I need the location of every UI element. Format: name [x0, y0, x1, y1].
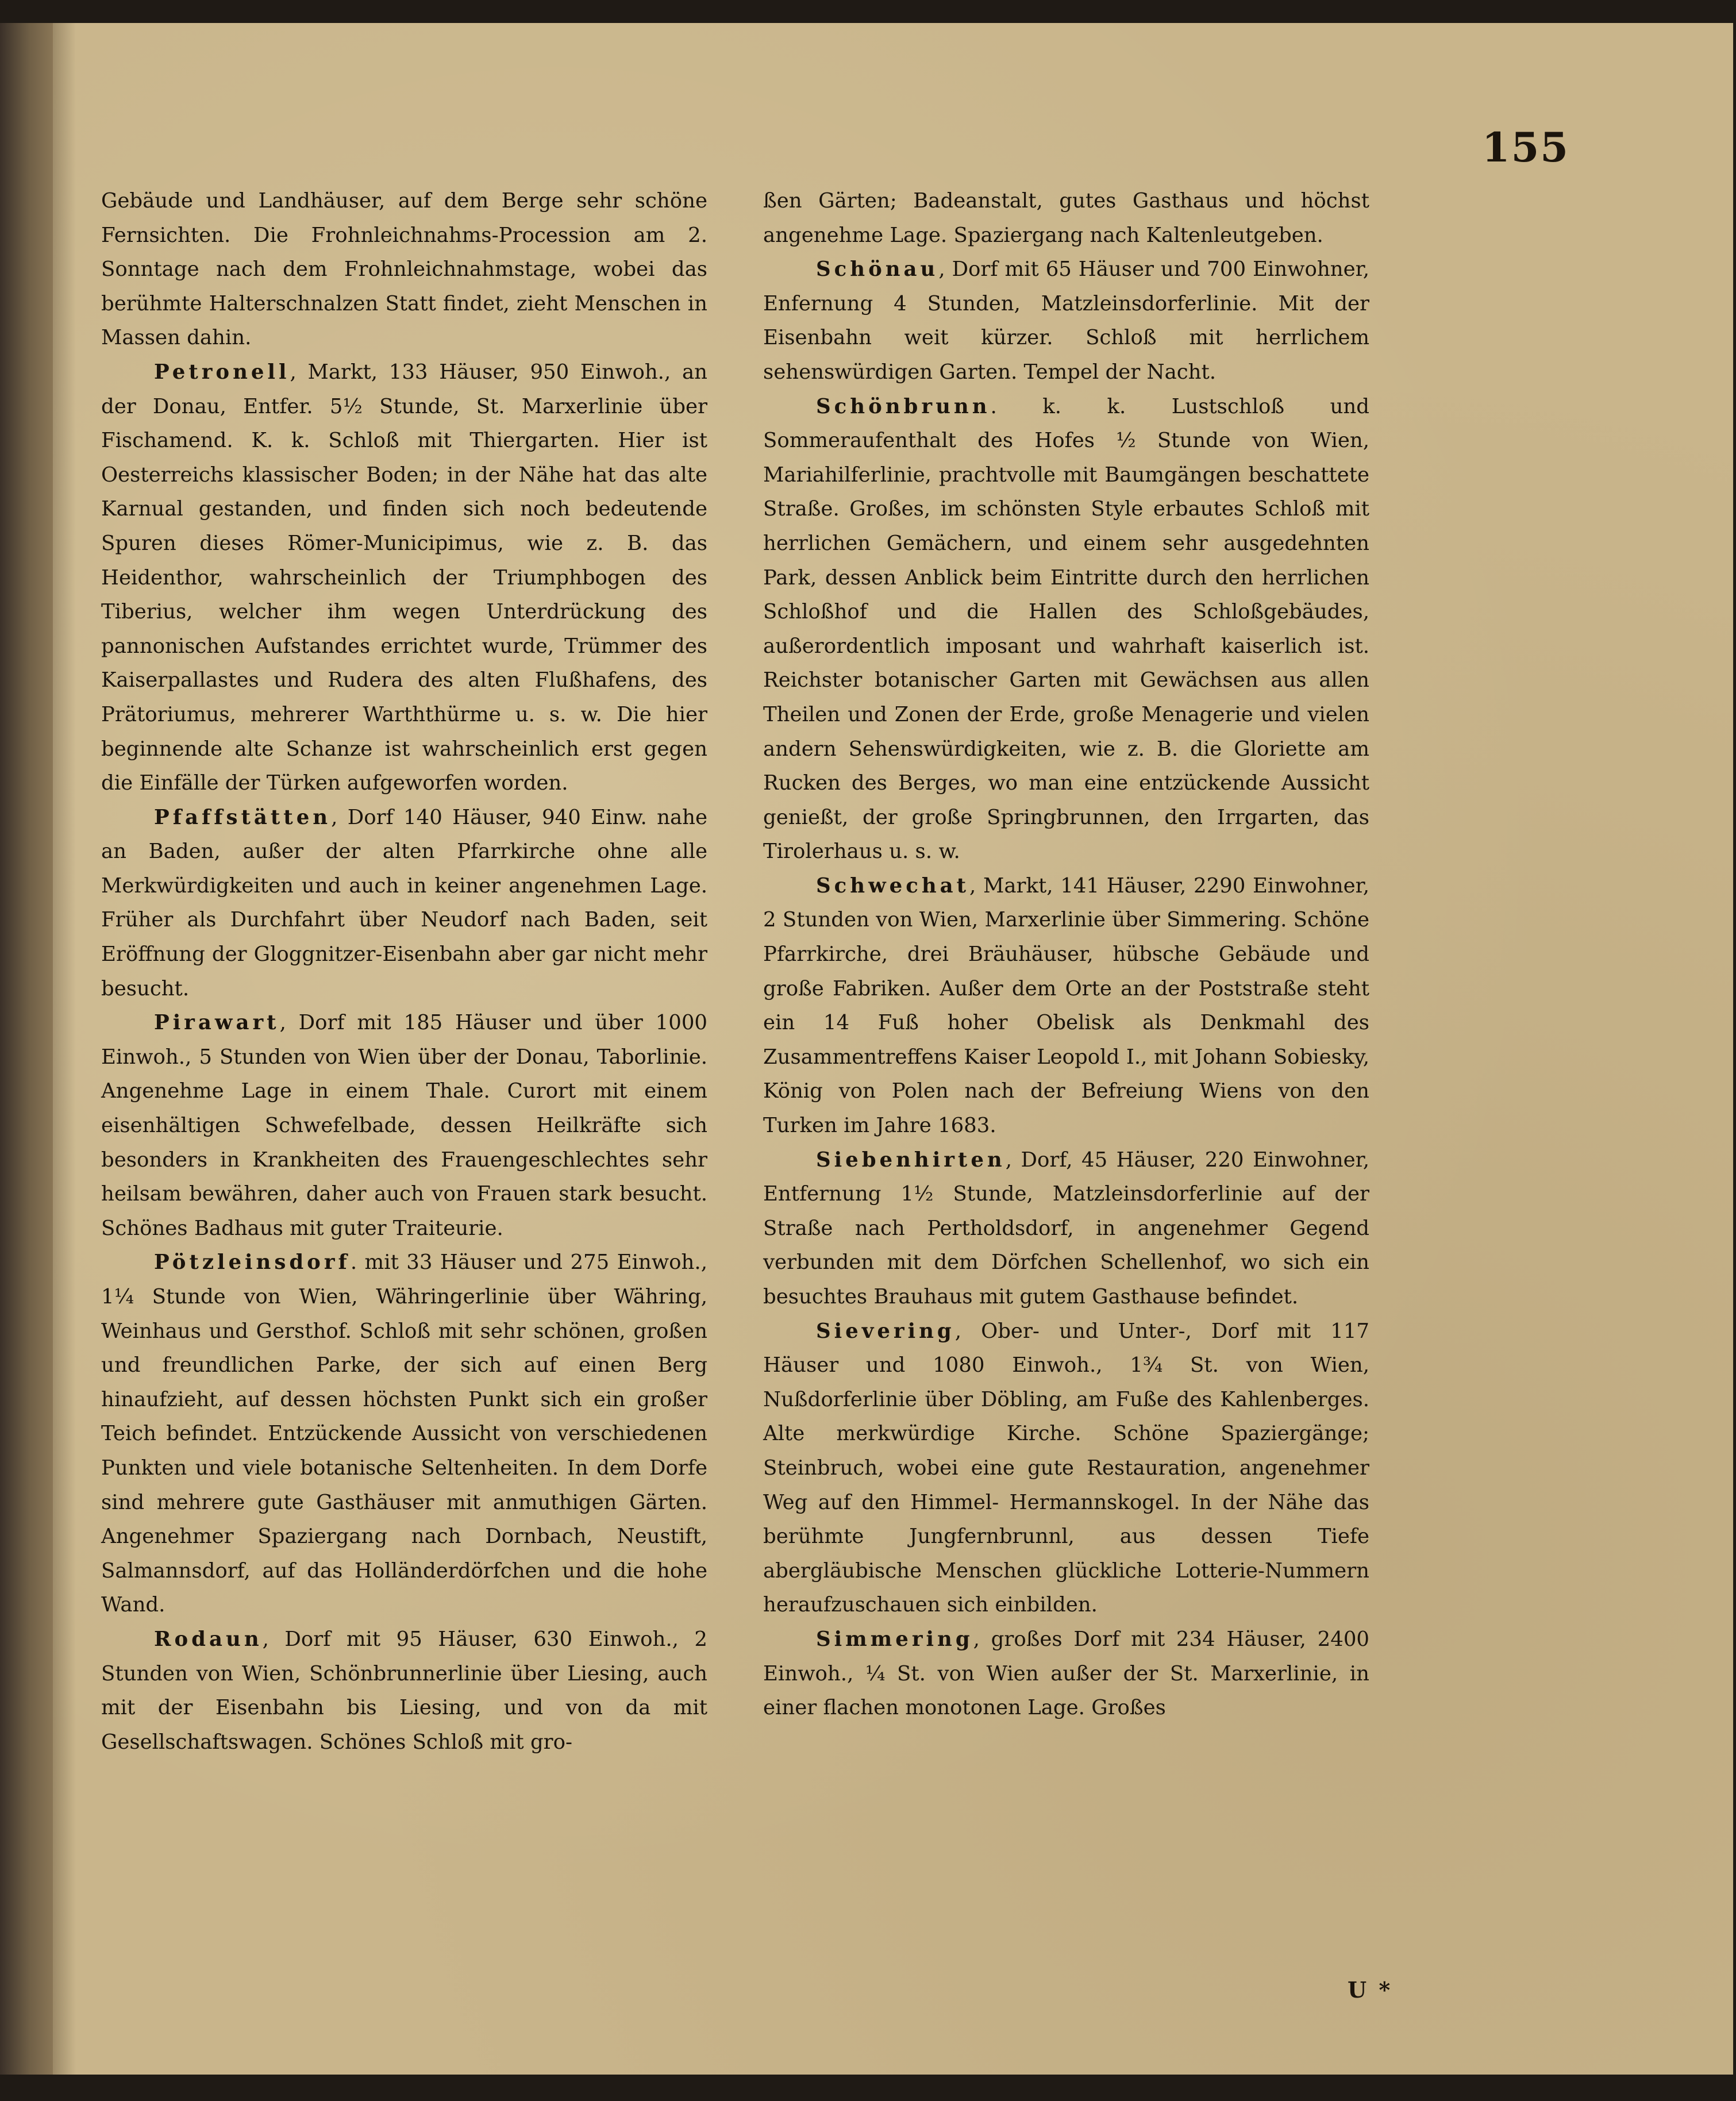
place-name: Petronell: [154, 360, 290, 384]
place-name: Pfaffstätten: [154, 805, 332, 829]
left-page-edge: [0, 23, 53, 2075]
entry-text: , Dorf, 45 Häuser, 220 Einwohner, Entfernung 1½ Stunde, Matzleinsdorferlinie auf der Straße nach Pertholdsdorf, in angenehmer Gegend verbunden mit dem Dörfchen Schellenhof, wo sich ein besuchtes Brauhaus mit gutem Gasthause befindet.: [763, 1148, 1369, 1309]
entry-rodaun: [101, 1622, 707, 1759]
entry-text: , großes Dorf mit 234 Häuser, 2400 Einwoh., ¼ St. von Wien außer der St. Marxerlinie, in einer flachen monotonen Lage. Großes: [763, 1627, 1369, 1720]
place-name: Sievering: [816, 1319, 955, 1343]
entry-text: , Markt, 141 Häuser, 2290 Einwohner, 2 Stunden von Wien, Marxerlinie über Simmering. Schöne Pfarrkirche, drei Bräuhäuser, hübsche Gebäude und große Fabriken. Außer dem Orte an der Poststraße steht ein 14 Fuß hoher Obelisk als Denkmahl des Zusammentreffens Kaiser Leopold I., mit Johann Sobiesky, König von Polen nach der Befreiung Wiens von den Turken im Jahre 1683.: [763, 874, 1369, 1138]
place-name: Simmering: [816, 1627, 973, 1651]
entry-text: , Dorf mit 95 Häuser, 630 Einwoh., 2 Stunden von Wien, Schönbrunnerlinie über Liesing, auch mit der Eisenbahn bis Liesing, und von da mit Gesellschaftswagen. Schönes Schloß mit gro-: [101, 1627, 707, 1754]
entry-text: , Ober- und Unter-, Dorf mit 117 Häuser und 1080 Einwoh., 1¾ St. von Wien, Nußdorferlinie über Döbling, am Fuße des Kahlenberges. Alte merkwürdige Kirche. Schöne Spaziergänge; Steinbruch, wobei eine gute Restauration, angenehmer Weg auf den Himmel- Hermannskogel. In der Nähe das berühmte Jungfernbrunnl, aus dessen Tiefe abergläubische Menschen glückliche Lotterie-Nummern heraufzuschauen sich einbilden.: [763, 1319, 1369, 1617]
entry-schoenbrunn: [763, 390, 1369, 869]
place-name: Schwechat: [816, 874, 970, 898]
entry-text: , Markt, 133 Häuser, 950 Einwoh., an der Donau, Entfer. 5½ Stunde, St. Marxerlinie über Fischamend. K. k. Schloß mit Thiergarten. Hier ist Oesterreichs klassischer Boden; in der Nähe hat das alte Karnual gestanden, und finden sich noch bedeutende Spuren dieses Römer-Municipimus, wie z. B. das Heidenthor, wahrscheinlich der Triumphbogen des Tiberius, welcher ihm wegen Unterdrückung des pannonischen Aufstandes errichtet wurde, Trümmer des Kaiserpallastes und Rudera des alten Flußhafens, des Prätoriumus, mehrerer Warththürme u. s. w. Die hier beginnende alte Schanze ist wahrscheinlich erst gegen die Einfälle der Türken aufgeworfen worden.: [101, 360, 707, 795]
entry-pirawart: [101, 1006, 707, 1245]
entry-petronell: [101, 355, 707, 801]
entry-text: . k. k. Lustschloß und Sommeraufenthalt des Hofes ½ Stunde von Wien, Mariahilferlinie, prachtvolle mit Baumgängen beschattete Straße. Großes, im schönsten Style erbautes Schloß mit herrlichen Gemächern, und einem sehr ausgedehnten Park, dessen Anblick beim Eintritte durch den herrlichen Schloßhof und die Hallen des Schloßgebäudes, außerordentlich imposant und wahrhaft kaiserlich ist. Reichster botanischer Garten mit Gewächsen aus allen Theilen und Zonen der Erde, große Menagerie und vielen andern Sehenswürdigkeiten, wie z. B. die Gloriette am Rucken des Berges, wo man eine entzückende Aussicht genießt, der große Springbrunnen, den Irrgarten, das Tirolerhaus u. s. w.: [763, 394, 1369, 864]
signature-mark: U *: [1348, 1977, 1393, 2003]
right-column: [763, 184, 1369, 1725]
entry-text: . mit 33 Häuser und 275 Einwoh., 1¼ Stunde von Wien, Währingerlinie über Währing, Weinhaus und Gersthof. Schloß mit sehr schönen, großen und freundlichen Parke, der sich auf einen Berg hinaufzieht, auf dessen höchsten Punkt sich ein großer Teich befindet. Entzückende Aussicht von verschiedenen Punkten und viele botanische Seltenheiten. In dem Dorfe sind mehrere gute Gasthäuser mit anmuthigen Gärten. Angenehmer Spaziergang nach Dornbach, Neustift, Salmannsdorf, auf das Holländerdörfchen und die hohe Wand.: [101, 1250, 707, 1617]
entry-siebenhirten: [763, 1143, 1369, 1314]
entry-schwechat: [763, 869, 1369, 1143]
place-name: Schönau: [816, 257, 939, 282]
place-name: Siebenhirten: [816, 1148, 1006, 1172]
entry-pfaffstaetten: [101, 801, 707, 1006]
continuation-text: ßen Gärten; Badeanstalt, gutes Gasthaus und höchst angenehme Lage. Spaziergang nach Kaltenleutgeben.: [763, 189, 1369, 247]
place-name: Schönbrunn: [816, 394, 991, 418]
continuation-text: Gebäude und Landhäuser, auf dem Berge sehr schöne Fernsichten. Die Frohnleichnahms-Procession am 2. Sonntage nach dem Frohnleichnahmstage, wobei das berühmte Halterschnalzen Statt findet, zieht Menschen in Massen dahin.: [101, 189, 707, 350]
left-column: [101, 184, 707, 1759]
entry-text: , Dorf 140 Häuser, 940 Einw. nahe an Baden, außer der alten Pfarrkirche ohne alle Merkwürdigkeiten und auch in keiner angenehmen Lage. Früher als Durchfahrt über Neudorf nach Baden, seit Eröffnung der Gloggnitzer-Eisenbahn aber gar nicht mehr besucht.: [101, 805, 707, 1001]
entry-text: , Dorf mit 65 Häuser und 700 Einwohner, Enfernung 4 Stunden, Matzleinsdorferlinie. Mit der Eisenbahn weit kürzer. Schloß mit herrlichem sehenswürdigen Garten. Tempel der Nacht.: [763, 257, 1369, 384]
entry-poetzleinsdorf: [101, 1245, 707, 1622]
place-name: Rodaun: [154, 1627, 263, 1651]
entry-schoenau: [763, 252, 1369, 389]
entry-sievering: [763, 1314, 1369, 1622]
entry-text: , Dorf mit 185 Häuser und über 1000 Einwoh., 5 Stunden von Wien über der Donau, Taborlinie. Angenehme Lage in einem Thale. Curort mit einem eisenhältigen Schwefelbade, dessen Heilkräfte sich besonders in Krankheiten des Frauengeschlechtes sehr heilsam bewähren, daher auch von Frauen stark besucht. Schönes Badhaus mit guter Traiteurie.: [101, 1011, 707, 1240]
place-name: Pirawart: [154, 1011, 280, 1035]
place-name: Pötzleinsdorf: [154, 1250, 351, 1275]
entry-simmering: [763, 1622, 1369, 1725]
page-number: 155: [1481, 124, 1569, 171]
